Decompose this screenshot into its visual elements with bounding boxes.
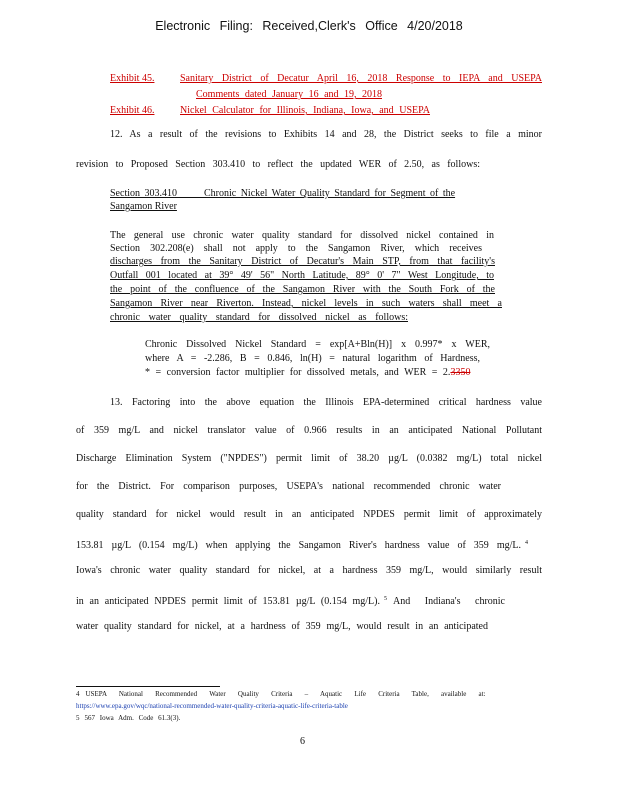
para13-line-8: [76, 593, 505, 608]
para13-line-9: water quality standard for nickel, at a hardness of 359 mg/L, would result in an anticipated: [76, 621, 488, 632]
footnote-ref-5: 5: [384, 596, 387, 602]
para13-line-8-tail: And Indiana's chronic: [393, 596, 505, 608]
formula-line-2: where A = -2.286, B = 0.846, ln(H) = natural logarithm of Hardness,: [145, 353, 480, 364]
footnote-5-text: 567 Iowa Adm. Code 61.3(3).: [84, 714, 181, 722]
para13-line-8-text: in an anticipated NPDES permit limit of 153.81 µg/L (0.154 mg/L).: [76, 596, 380, 608]
footnote-4-link[interactable]: https://www.epa.gov/wqc/national-recommended-water-quality-criteria-aquatic-life-criteria-table: [76, 702, 348, 710]
rule-text-line-2: Section 302.208(e) shall not apply to the Sangamon River, which receives: [110, 243, 482, 254]
para13-line-2: of 359 mg/L and nickel translator value of 0.966 results in an anticipated National Pollutant: [76, 425, 542, 436]
exhibit-46-line: Nickel Calculator for Illinois, Indiana, Iowa, and USEPA: [180, 105, 430, 116]
footnote-4: [76, 690, 486, 699]
section-heading-line-1: Section 303.410 Chronic Nickel Water Quality Standard for Segment of the: [110, 188, 456, 199]
para12-line-2: revision to Proposed Section 303.410 to reflect the updated WER of 2.50, as follows:: [76, 159, 480, 170]
footnote-separator: [76, 686, 220, 687]
para13-line-5: quality standard for nickel would result in an anticipated NPDES permit limit of approximately: [76, 509, 542, 520]
footnote-4-text: USEPA National Recommended Water Quality Criteria – Aquatic Life Criteria Table, available at:: [85, 690, 486, 698]
footnote-ref-4: 4: [525, 540, 528, 546]
para13-line-3: Discharge Elimination System ("NPDES") permit limit of 38.20 µg/L (0.0382 mg/L) total nickel: [76, 453, 542, 464]
para13-line-4: for the District. For comparison purposes, USEPA's national recommended chronic water: [76, 481, 501, 492]
rule-text-line-7: chronic water quality standard for dissolved nickel as follows:: [110, 312, 408, 323]
page-number: 6: [300, 736, 305, 747]
footnote-5: [76, 714, 180, 723]
formula-line-3: [145, 367, 470, 379]
rule-text-line-6: Sangamon River near Riverton. Instead, nickel levels in such waters shall meet a: [110, 298, 502, 309]
exhibit-46-label: Exhibit 46.: [110, 105, 155, 116]
rule-text-line-1: The general use chronic water quality standard for dissolved nickel contained in: [110, 230, 494, 241]
exhibit-45-line-1: Sanitary District of Decatur April 16, 2018 Response to IEPA and USEPA: [180, 73, 542, 84]
para13-line-1: 13. Factoring into the above equation the Illinois EPA-determined critical hardness value: [110, 397, 542, 408]
footnote-4-mark: 4: [76, 690, 80, 698]
formula-line-1: Chronic Dissolved Nickel Standard = exp[A+Bln(H)] x 0.997* x WER,: [145, 339, 490, 350]
rule-text-line-5: the point of the confluence of the Sangamon River with the South Fork of the: [110, 284, 495, 295]
exhibit-45-line-2: Comments dated January 16 and 19, 2018: [196, 89, 382, 100]
rule-text-line-4: Outfall 001 located at 39° 49' 56" North Latitude, 89° 0' 7" West Longitude, to: [110, 270, 494, 281]
formula-line-3-text: * = conversion factor multiplier for dissolved metals, and WER = 2.: [145, 367, 451, 378]
filing-header: Electronic Filing: Received,Clerk's Office 4/20/2018: [155, 19, 463, 33]
footnote-5-mark: 5: [76, 714, 80, 722]
para12-line-1: 12. As a result of the revisions to Exhibits 14 and 28, the District seeks to file a minor: [110, 129, 542, 140]
section-heading-line-2: Sangamon River: [110, 201, 177, 212]
para13-line-7: Iowa's chronic water quality standard for nickel, at a hardness 359 mg/L, would similarly result: [76, 565, 542, 576]
exhibit-45-label: Exhibit 45.: [110, 73, 155, 84]
para13-line-6: [76, 537, 528, 552]
rule-text-line-3: discharges from the Sanitary District of Decatur's Main STP, from that facility's: [110, 256, 495, 267]
para13-line-6-text: 153.81 µg/L (0.154 mg/L) when applying the Sangamon River's hardness value of 359 mg/L.: [76, 540, 521, 552]
formula-struck-value: 3350: [450, 367, 471, 378]
